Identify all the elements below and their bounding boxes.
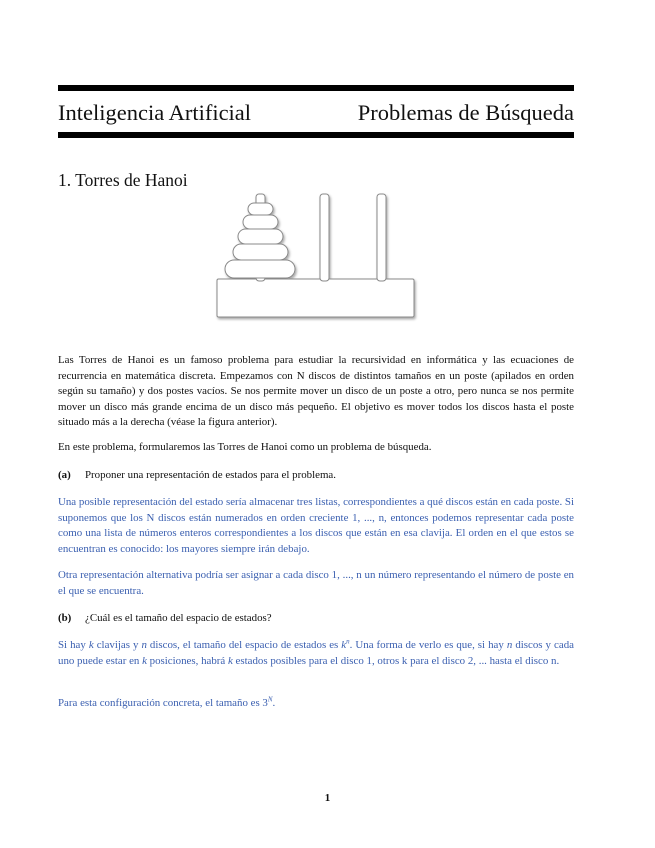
question-b-label: (b) bbox=[58, 612, 72, 624]
hanoi-disc-1 bbox=[248, 203, 273, 215]
page-number: 1 bbox=[324, 792, 331, 804]
hanoi-disc-5 bbox=[225, 260, 295, 278]
hanoi-disc-4 bbox=[233, 244, 288, 260]
answer-b-1: Si hay k clavijas y n discos, el tamaño del espacio de estados es $k^n$. Una forma de verlo es que, si hay n discos y cada uno puede estar en k posiciones, habrá k estados posibles para el disco 1, otros k para el disco 2, ... hasta el disco n. bbox=[58, 637, 574, 667]
hanoi-disc-2 bbox=[243, 215, 278, 229]
header-title-left: Inteligencia Artificial bbox=[58, 100, 252, 125]
question-a-text: Proponer una representación de estados para el problema. bbox=[85, 469, 336, 481]
question-b bbox=[58, 611, 574, 626]
bottom-rule bbox=[58, 132, 574, 138]
section-title: 1. Torres de Hanoi bbox=[58, 170, 188, 190]
answer-a-1: Una posible representación del estado sería almacenar tres listas, correspondientes a qué discos están en cada poste. Si suponemos que los N discos están numerados en orden creciente 1, ..., n, entonces podemos representar cada poste como una lista de números enteros correspondientes a los discos que están en esa clavija. El orden en el que estos se encuentran es conocido: los mayores siempre irán debajo. bbox=[58, 496, 574, 555]
top-rule bbox=[58, 85, 574, 91]
question-b-text: ¿Cuál es el tamaño del espacio de estados? bbox=[85, 612, 272, 624]
intro-paragraph: Las Torres de Hanoi es un famoso problema para estudiar la recursividad en informática y las ecuaciones de recurrencia en matemática discreta. Empezamos con N discos de distintos tamaños en un poste (apilados en orden según su tamaño) y dos postes vacíos. Se nos permite mover un disco de un poste a otro, pero nunca se nos permite mover un disco más grande encima de un disco más pequeño. El objetivo es mover todos los discos hasta el poste situado más a la derecha (véase la figura anterior). bbox=[58, 354, 574, 428]
header-title-right: Problemas de Búsqueda bbox=[357, 100, 574, 125]
question-a bbox=[58, 468, 574, 483]
hanoi-figure bbox=[210, 186, 425, 322]
question-a-label: (a) bbox=[58, 469, 71, 481]
framing-paragraph: En este problema, formularemos las Torres de Hanoi como un problema de búsqueda. bbox=[58, 441, 432, 453]
answer-b-2: Para esta configuración concreta, el tamaño es $3^N$. bbox=[58, 695, 276, 709]
answer-a-2: Otra representación alternativa podría ser asignar a cada disco 1, ..., n un número representando el número de poste en el que se encuentra. bbox=[58, 569, 574, 597]
hanoi-base bbox=[217, 279, 414, 317]
hanoi-peg-middle bbox=[320, 194, 329, 281]
hanoi-peg-right bbox=[377, 194, 386, 281]
hanoi-disc-3 bbox=[238, 229, 283, 244]
